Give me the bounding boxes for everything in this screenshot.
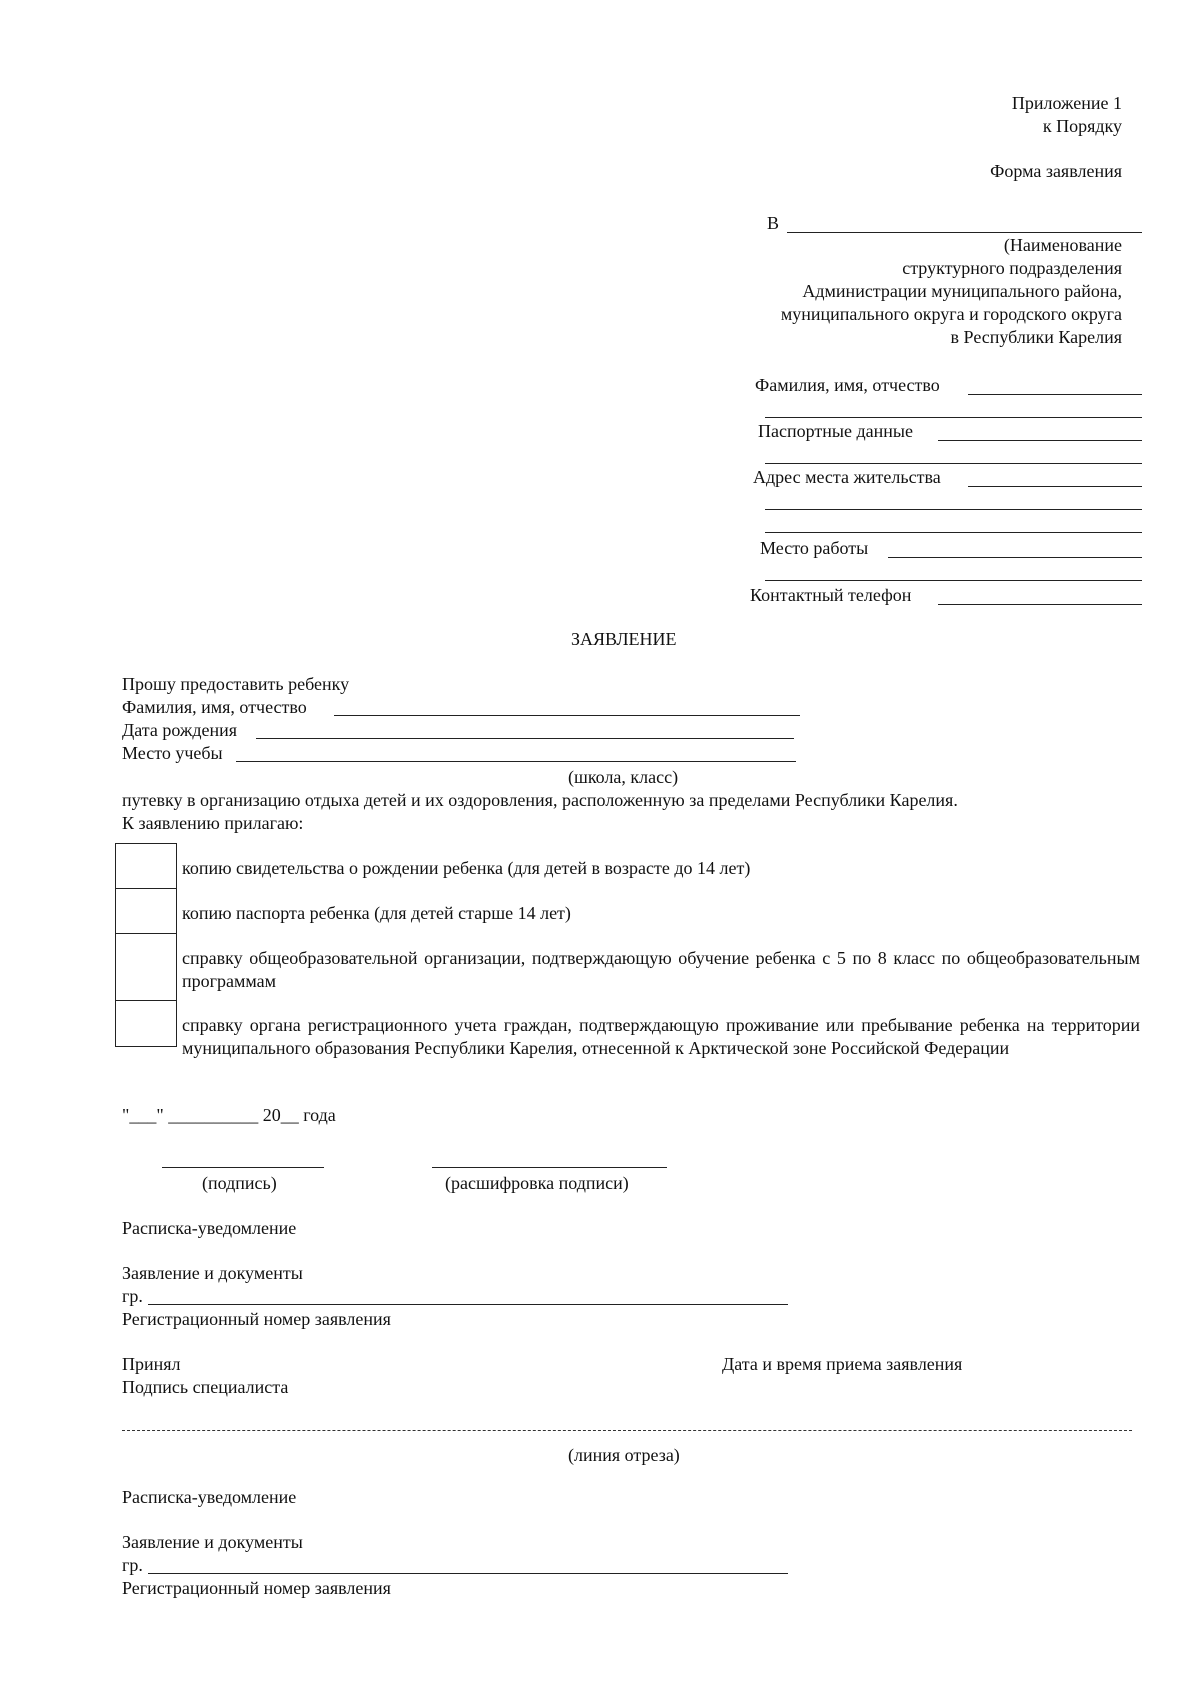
receipt-2-docs-label: Заявление и документы: [122, 1532, 303, 1552]
attachment-checkbox-2[interactable]: [115, 888, 177, 934]
birth-date-label: Дата рождения: [122, 720, 238, 740]
receipt-2-title: Расписка-уведомление: [122, 1487, 297, 1507]
address-line-3[interactable]: [765, 532, 1142, 533]
attachment-checkbox-1[interactable]: [115, 843, 177, 889]
addressee-note-5: в Республики Карелия: [950, 327, 1122, 347]
receipt-citizen-prefix: гр.: [122, 1286, 143, 1306]
work-line-2[interactable]: [765, 580, 1142, 581]
applicant-fio-line[interactable]: [968, 394, 1142, 395]
request-text: Прошу предоставить ребенку: [122, 674, 350, 694]
attachment-checkbox-3[interactable]: [115, 933, 177, 1001]
passport-line[interactable]: [938, 440, 1142, 441]
attachment-checkbox-4[interactable]: [115, 1000, 177, 1047]
study-place-line[interactable]: [236, 761, 796, 762]
receipt-2-citizen-prefix: гр.: [122, 1555, 143, 1575]
voucher-text: путевку в организацию отдыха детей и их оздоровления, расположенную за пределами Республики Карелия.: [122, 790, 958, 810]
addressee-note-1: (Наименование: [1003, 235, 1122, 255]
receipt-2-citizen-line[interactable]: [148, 1573, 788, 1574]
signature-decode-label: (расшифровка подписи): [445, 1173, 629, 1193]
addressee-note-3: Администрации муниципального района,: [802, 281, 1122, 301]
receipt-specialist-label: Подпись специалиста: [122, 1377, 289, 1397]
receipt-title: Расписка-уведомление: [122, 1218, 297, 1238]
receipt-reg-number-label: Регистрационный номер заявления: [122, 1309, 391, 1329]
passport-line-2[interactable]: [765, 463, 1142, 464]
cut-line: [122, 1430, 1132, 1431]
addressee-prefix: В: [767, 213, 780, 233]
signature-decode-line[interactable]: [432, 1167, 667, 1168]
addressee-line[interactable]: [787, 232, 1142, 233]
receipt-datetime-label: Дата и время приема заявления: [722, 1354, 963, 1374]
addressee-note-4: муниципального округа и городского округа: [780, 304, 1122, 324]
receipt-2-reg-number-label: Регистрационный номер заявления: [122, 1578, 391, 1598]
receipt-accepted-label: Принял: [122, 1354, 181, 1374]
phone-label: Контактный телефон: [750, 585, 912, 605]
attachment-item-2: копию паспорта ребенка (для детей старше 14 лет): [182, 903, 571, 923]
cut-line-label: (линия отреза): [568, 1445, 680, 1465]
applicant-fio-label: Фамилия, имя, отчество: [755, 375, 940, 395]
addressee-note-2: структурного подразделения: [902, 258, 1122, 278]
attachment-item-4: справку органа регистрационного учета граждан, подтверждающую проживание или пребывание ребенка на территории муниципального образования Республики Карелия, отнесенной к Арктической зоне Российской Федерации: [182, 1015, 1140, 1058]
appendix-number: Приложение 1: [1011, 93, 1122, 113]
address-label: Адрес места жительства: [753, 467, 941, 487]
signature-label: (подпись): [202, 1173, 277, 1193]
signature-line[interactable]: [162, 1167, 324, 1168]
applicant-fio-line-2[interactable]: [765, 417, 1142, 418]
child-fio-label: Фамилия, имя, отчество: [122, 697, 307, 717]
address-line[interactable]: [968, 486, 1142, 487]
birth-date-line[interactable]: [256, 738, 794, 739]
study-place-note: (школа, класс): [568, 767, 679, 787]
address-line-2[interactable]: [765, 509, 1142, 510]
appendix-order: к Порядку: [1042, 116, 1122, 136]
attachments-label: К заявлению прилагаю:: [122, 813, 304, 833]
attachment-item-3: справку общеобразовательной организации, подтверждающую обучение ребенка с 5 по 8 класс по общеобразовательным программам: [182, 948, 1140, 991]
receipt-citizen-line[interactable]: [148, 1304, 788, 1305]
child-fio-line[interactable]: [334, 715, 800, 716]
work-label: Место работы: [760, 538, 869, 558]
work-line[interactable]: [888, 557, 1142, 558]
study-place-label: Место учебы: [122, 743, 223, 763]
attachment-item-1: копию свидетельства о рождении ребенка (для детей в возрасте до 14 лет): [182, 858, 751, 878]
date-field[interactable]: "___" __________ 20__ года: [122, 1105, 336, 1125]
receipt-docs-label: Заявление и документы: [122, 1263, 303, 1283]
form-title: Форма заявления: [990, 161, 1122, 181]
page-title: ЗАЯВЛЕНИЕ: [571, 629, 677, 649]
phone-line[interactable]: [938, 604, 1142, 605]
passport-label: Паспортные данные: [758, 421, 913, 441]
